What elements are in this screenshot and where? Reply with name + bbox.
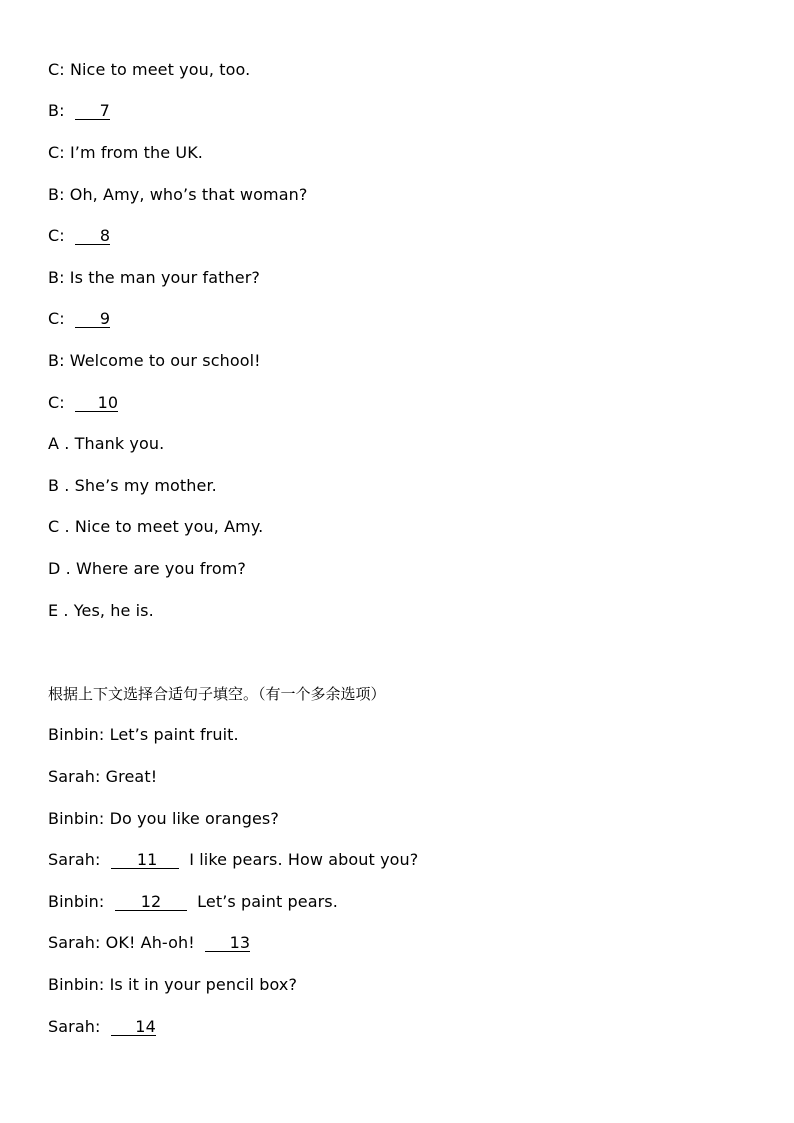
speaker-label: C: xyxy=(48,309,65,328)
option-a: A . Thank you. xyxy=(48,434,165,453)
speaker-label: C: xyxy=(48,393,65,412)
dialogue-line: C: Nice to meet you, too. xyxy=(48,60,251,79)
speaker-label: Sarah: xyxy=(48,850,101,869)
answer-blank xyxy=(111,851,179,869)
dialogue-line-blank xyxy=(48,933,250,953)
dialogue-line: Binbin: Do you like oranges? xyxy=(48,809,279,828)
blank-number: 12 xyxy=(140,892,162,911)
blank-number: 11 xyxy=(136,850,158,869)
speaker-label: C: xyxy=(48,226,65,245)
answer-blank xyxy=(115,893,187,911)
dialogue-line: Sarah: Great! xyxy=(48,767,158,786)
dialogue-text: Sarah: OK! Ah-oh! xyxy=(48,933,195,952)
speaker-label: B: xyxy=(48,101,65,120)
dialogue-line: B: Is the man your father? xyxy=(48,268,260,287)
dialogue-line: B: Welcome to our school! xyxy=(48,351,261,370)
answer-blank: 8 xyxy=(75,227,110,245)
dialogue-line-blank xyxy=(48,309,110,329)
section-instruction: 根据上下文选择合适句子填空。（有一个多余选项） xyxy=(48,685,386,703)
dialogue-line: Binbin: Let’s paint fruit. xyxy=(48,725,239,744)
answer-blank: 9 xyxy=(75,310,110,328)
dialogue-text: Let’s paint pears. xyxy=(197,892,338,911)
option-c: C . Nice to meet you, Amy. xyxy=(48,517,264,536)
option-b: B . She’s my mother. xyxy=(48,476,217,495)
speaker-label: Sarah: xyxy=(48,1017,101,1036)
dialogue-line-blank xyxy=(48,850,418,870)
dialogue-line-blank xyxy=(48,892,338,912)
answer-blank: 13 xyxy=(205,934,250,952)
dialogue-line-blank xyxy=(48,226,110,246)
dialogue-line: Binbin: Is it in your pencil box? xyxy=(48,975,298,994)
speaker-label: Binbin: xyxy=(48,892,105,911)
dialogue-text: I like pears. How about you? xyxy=(189,850,419,869)
dialogue-line: C: I’m from the UK. xyxy=(48,143,203,162)
answer-blank: 7 xyxy=(75,102,110,120)
option-e: E . Yes, he is. xyxy=(48,601,154,620)
answer-blank: 10 xyxy=(75,394,118,412)
dialogue-line: B: Oh, Amy, who’s that woman? xyxy=(48,185,308,204)
answer-blank: 14 xyxy=(111,1018,156,1036)
dialogue-line-blank xyxy=(48,393,118,413)
option-d: D . Where are you from? xyxy=(48,559,247,578)
dialogue-line-blank xyxy=(48,1017,156,1037)
dialogue-line-blank xyxy=(48,101,110,121)
